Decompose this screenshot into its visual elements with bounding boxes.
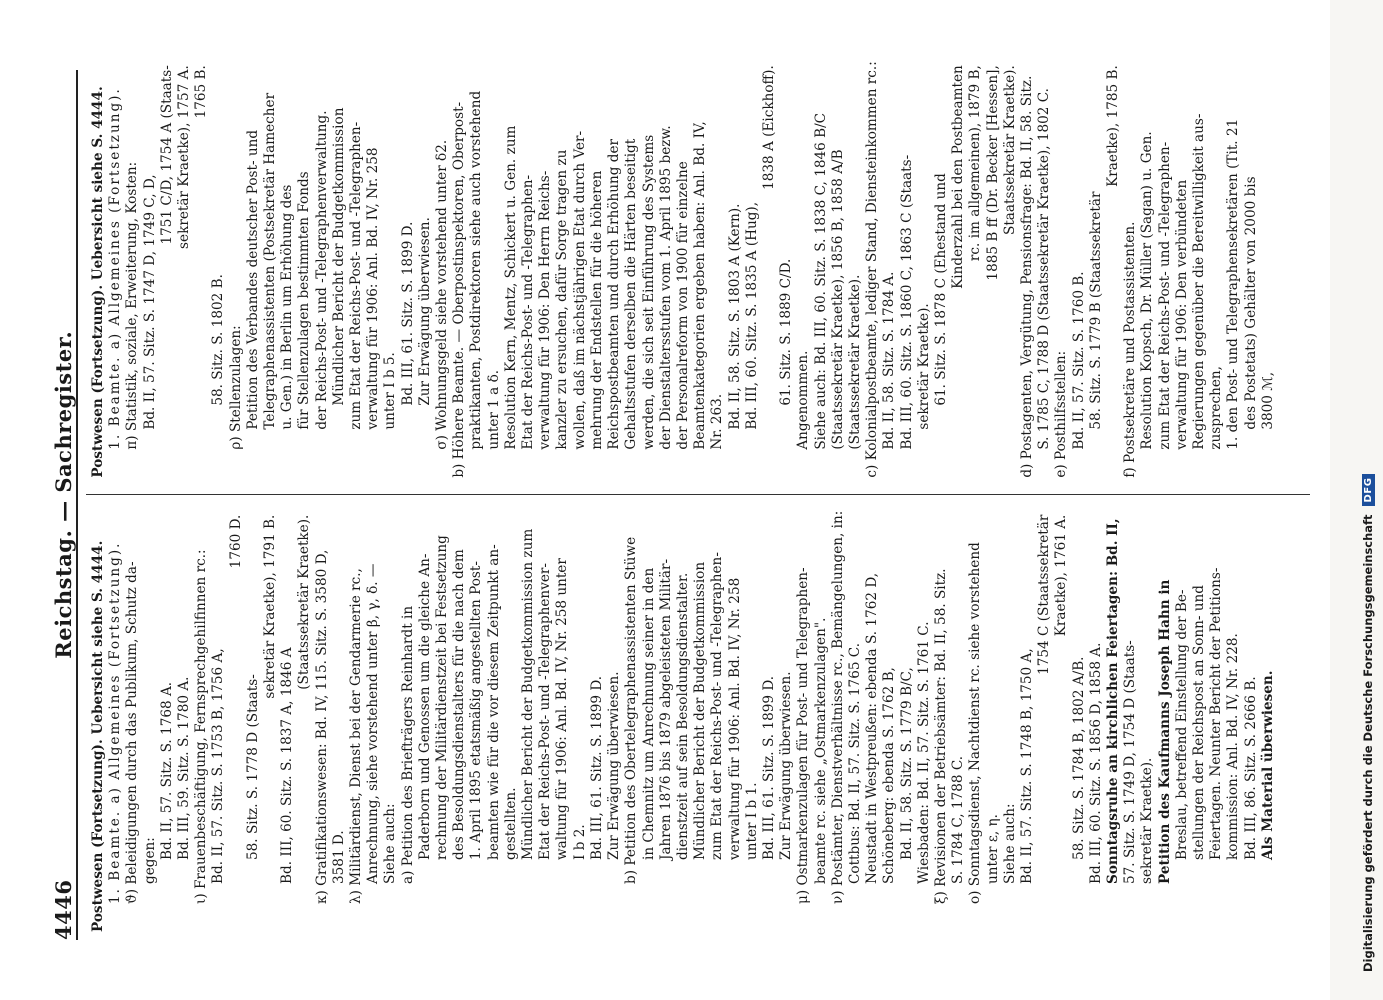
register-line: Bd. II, 58. Sitz. S. 1803 A (Kern). bbox=[726, 203, 743, 430]
register-line: gegen: bbox=[141, 837, 158, 884]
register-line: 1885 B ff (Dr. Becker [Hessen], bbox=[984, 65, 1001, 281]
register-line: Postwesen (Fortsetzung). Uebersicht siehe S. 4444. bbox=[90, 540, 106, 932]
register-line: 58. Sitz. S. 1779 B (Staatssekretär bbox=[1087, 191, 1104, 430]
register-line: 58. Sitz. S. 1778 D (Staats- bbox=[244, 674, 261, 860]
register-line: Sonntagsruhe an kirchlichen Feiertagen: Bd. II, bbox=[1104, 518, 1121, 884]
register-line: Kraetke), 1761 A. bbox=[1053, 514, 1070, 637]
register-line: 1. Beamte. a) Allgemeines (Fortsetzung). bbox=[107, 541, 124, 904]
register-line: wollen, daß im nächstjährigen Etat durch Ver- bbox=[571, 130, 588, 450]
register-line: f) Postsekretäre und Postassistenten. bbox=[1122, 221, 1139, 478]
register-line: 1. den Post- und Telegraphensekretären (Tit. 21 bbox=[1225, 118, 1242, 450]
register-line: κ) Gratifikationswesen: Bd. IV, 115. Sitz. S. 3580 D, bbox=[313, 549, 330, 904]
page-header bbox=[40, 70, 78, 940]
register-line: Wiesbaden: Bd. II, 57. Sitz. S. 1761 C. bbox=[915, 621, 932, 884]
register-line: Bd. III, 61. Sitz. S. 1899 D. bbox=[399, 221, 416, 406]
register-line: Bd. III, 60. Sitz. S. 1837 A, 1846 A bbox=[279, 647, 296, 884]
register-line: Bd. II, 57. Sitz. S. 1747 D, 1749 C, D, bbox=[141, 174, 158, 430]
register-line: 1765 B. bbox=[193, 65, 210, 119]
register-line: in Chemnitz um Anrechnung seiner in den bbox=[640, 567, 657, 860]
register-line: verwaltung für 1906: Anl. Bd. IV, Nr. 258 bbox=[726, 577, 743, 860]
register-line: mehrung der Endstellen für die höheren bbox=[588, 170, 605, 450]
left-column bbox=[86, 495, 1310, 940]
register-line: der Reichs-Post- und -Telegraphenverwaltung. bbox=[313, 110, 330, 430]
register-line: zum Etat der Reichs-Post- und -Telegraphen- bbox=[709, 552, 726, 860]
register-line: 61. Sitz. S. 1878 C (Ehestand und bbox=[932, 173, 949, 406]
register-line: unter I b 5. bbox=[382, 352, 399, 430]
register-line: 1751 C/D, 1754 A (Staats- bbox=[158, 65, 175, 245]
register-line: ο) Sonntagsdienst, Nachtdienst rc. siehe vorstehend bbox=[967, 542, 984, 904]
register-line: verwaltung für 1906: Den Herrn Reichs- bbox=[537, 170, 554, 450]
register-line: gestellten. bbox=[502, 787, 519, 860]
register-line: beamten wie für die vor diesem Zeitpunkt an- bbox=[485, 544, 502, 860]
register-line: 1754 C (Staatssekretär bbox=[1036, 514, 1053, 675]
register-line: sekretär Kraetke). bbox=[1139, 757, 1156, 884]
register-line: Kraetke), 1785 B. bbox=[1104, 65, 1121, 187]
register-line: 58. Sitz. S. 1784 B, 1802 A/B. bbox=[1070, 656, 1087, 860]
digitization-stamp bbox=[1354, 6, 1380, 986]
register-line: ν) Postämter, Dienstverhältnisse rc., Bemängelungen, in: bbox=[829, 510, 846, 904]
register-line: verwaltung für 1906: Den verbündeten bbox=[1173, 179, 1190, 450]
register-line: Cottbus: Bd. II, 57. Sitz. S. 1765 C. bbox=[846, 642, 863, 884]
stamp-text: Digitalisierung gefördert durch die Deutsche Forschungsgemeinschaft bbox=[1361, 514, 1375, 972]
dfg-logo: DFG bbox=[1362, 474, 1375, 507]
register-line: 61. Sitz. S. 1889 C/D. bbox=[778, 258, 795, 406]
register-line: Telegraphenassistenten (Postsekretär Hamecher bbox=[262, 92, 279, 430]
register-line: rc. im allgemeinen), 1879 B, bbox=[967, 65, 984, 262]
register-line: Zur Erwägung überwiesen. bbox=[416, 217, 433, 406]
register-line: 1838 A (Eickhoff). bbox=[760, 65, 777, 190]
register-line: Neustadt in Westpreußen: ebenda S. 1762 D, bbox=[864, 572, 881, 884]
register-line: Mündlicher Bericht der Budgetkommission bbox=[692, 561, 709, 860]
register-line: Als Material überwiesen. bbox=[1259, 670, 1276, 860]
register-line: 3581 D. bbox=[330, 830, 347, 884]
register-line: Bd. III, 60. Sitz. S. 1856 D, 1858 A. bbox=[1087, 642, 1104, 884]
register-line: (Staatssekretär Kraetke), 1856 B, 1858 A/B bbox=[829, 149, 846, 450]
register-line: Bd. III, 60. Sitz. S. 1860 C, 1863 C (Staats- bbox=[898, 154, 915, 450]
register-line: u. Gen.) in Berlin um Erhöhung des bbox=[279, 184, 296, 430]
register-line: σ) Wohnungsgeld siehe vorstehend unter δ2. bbox=[434, 139, 451, 450]
register-line: Anrechnung, siehe vorstehend unter β, γ, δ. — bbox=[365, 563, 382, 884]
register-line: Nr. 263. bbox=[709, 393, 726, 450]
register-line: S. 1785 C, 1788 D (Staatssekretär Kraetke), 1802 C. bbox=[1036, 88, 1053, 450]
register-line: Bd. III, 59. Sitz. S. 1780 A. bbox=[176, 676, 193, 860]
register-line: Bd. II, 57. Sitz. S. 1753 B, 1756 A, bbox=[210, 648, 227, 884]
register-line: μ) Ostmarkenzulagen für Post- und Telegraphen- bbox=[795, 567, 812, 904]
register-line: sekretär Kraetke). bbox=[915, 303, 932, 430]
register-line: ι) Frauenbeschäftigung, Fernsprechgehilfinnen rc.: bbox=[193, 549, 210, 904]
register-line: des Postetats) Gehälter von 2000 bis bbox=[1242, 176, 1259, 430]
register-line: Angenommen. bbox=[795, 350, 812, 450]
register-line: Beamtenkategorien ergeben haben: Anl. Bd. IV, bbox=[692, 121, 709, 450]
page-title: Reichstag. — Sachregister. bbox=[51, 330, 76, 659]
register-line: Paderborn und Genossen um die gleiche An- bbox=[416, 553, 433, 860]
right-column bbox=[86, 45, 1310, 494]
register-line: Kinderzahl bei den Postbeamten bbox=[950, 65, 967, 289]
register-line: Bd. II, 57. Sitz. S. 1768 A. bbox=[158, 681, 175, 860]
register-line: I b 2. bbox=[571, 824, 588, 860]
register-line: zum Etat der Reichs-Post- und -Telegraphen- bbox=[1156, 141, 1173, 450]
register-line: Resolution Kopsch, Dr. Müller (Sagan) u. Gen. bbox=[1139, 131, 1156, 450]
register-line: Bd. II, 58. Sitz. S. 1779 B/C, bbox=[898, 667, 915, 860]
register-line: Etat der Reichs-Post- und -Telegraphen- bbox=[520, 174, 537, 450]
register-line: stellungen der Reichspost an Sonn- und bbox=[1191, 584, 1207, 860]
register-line: Bd. III, 86. Sitz. S. 2666 B. bbox=[1242, 676, 1259, 860]
register-line: (Staatssekretär Kraetke). bbox=[846, 274, 863, 450]
register-line: verwaltung für 1906: Anl. Bd. IV, Nr. 258 bbox=[365, 147, 382, 430]
register-line: λ) Militärdienst, Dienst bei der Gendarmerie rc., bbox=[348, 568, 365, 904]
register-line: Zur Erwägung überwiesen. bbox=[778, 671, 795, 860]
register-line: Mündlicher Bericht der Budgetkommission zum bbox=[520, 528, 537, 860]
register-line: Petition des Kaufmanns Joseph Hahn in bbox=[1156, 579, 1173, 884]
register-line: sekretär Kraetke), 1757 A. bbox=[176, 65, 193, 249]
register-line: zusprechen, bbox=[1208, 366, 1225, 450]
register-line: unter 1 a δ. bbox=[485, 369, 502, 450]
register-line: ϑ) Beleidigungen durch das Publikum, Schutz da- bbox=[124, 561, 141, 904]
two-column-body bbox=[86, 61, 1310, 940]
register-line: werden, die sich seit Einführung des Systems bbox=[640, 134, 657, 450]
register-line: ξ) Revisionen der Betriebsämter: Bd. II, 58. Sitz. bbox=[932, 568, 949, 904]
register-line: sekretär Kraetke), 1791 B. bbox=[262, 514, 279, 699]
register-line: ρ) Stellenzulagen: bbox=[227, 325, 244, 450]
register-line: kanzler zu ersuchen, dafür Sorge tragen zu bbox=[554, 149, 571, 450]
register-line: Staatssekretär Kraetke). bbox=[1001, 65, 1018, 235]
register-line: der Dienstaltersstufen vom 1. April 1895 bezw. bbox=[657, 125, 674, 450]
register-line: Bd. III, 61. Sitz. S. 1899 D. bbox=[760, 675, 777, 860]
register-line: Bd. III, 61. Sitz. S. 1899 D. bbox=[588, 675, 605, 860]
register-line: kommission: Anl. Bd. IV, Nr. 228. bbox=[1225, 633, 1242, 860]
register-line: Siehe auch: bbox=[382, 803, 399, 884]
register-line: Bd. III, 60. Sitz. S. 1835 A (Hug), bbox=[743, 201, 760, 430]
register-line: S. 1784 C, 1788 C. bbox=[950, 755, 967, 884]
register-line: 3800 ℳ, bbox=[1259, 371, 1276, 430]
register-line: 1760 D. bbox=[227, 514, 244, 569]
register-line: Schöneberg: ebenda S. 1762 B, bbox=[881, 667, 898, 884]
register-line: 57. Sitz. S. 1749 D, 1754 D (Staats- bbox=[1122, 640, 1139, 884]
register-line: c) Kolonialpostbeamte, lediger Stand, Diensteinkommen rc.: bbox=[864, 61, 881, 478]
register-line: e) Posthilfsstellen: bbox=[1053, 350, 1070, 478]
register-line: unter I b 1. bbox=[743, 782, 760, 860]
register-line: praktikanten, Postdirektoren siehe auch vorstehend bbox=[468, 90, 485, 450]
register-line: dienstzeit auf sein Besoldungsdienstalter. bbox=[674, 572, 691, 860]
register-line: der Personalreform von 1900 für einzelne bbox=[674, 161, 691, 450]
register-line: Jahren 1876 bis 1879 abgeleisteten Militär- bbox=[657, 558, 674, 860]
register-line: Bd. II, 58. Sitz. S. 1784 A. bbox=[881, 271, 898, 450]
register-line: Regierungen gegenüber die Bereitwilligkeit aus- bbox=[1191, 113, 1207, 450]
register-line: zum Etat der Reichs-Post- und -Telegraphen- bbox=[348, 121, 365, 430]
register-line: Petition des Verbandes deutscher Post- und bbox=[244, 129, 261, 430]
register-line: b) Höhere Beamte. — Oberpostinspektoren, Oberpost- bbox=[451, 101, 468, 478]
register-line: Mündlicher Bericht der Budgetkommission bbox=[330, 107, 347, 406]
register-line: Bd. II, 57. Sitz. S. 1760 B. bbox=[1070, 271, 1087, 450]
register-line: b) Petition des Obertelegraphenassistenten Stüwe bbox=[623, 536, 640, 884]
register-line: Siehe auch: bbox=[1001, 803, 1018, 884]
register-line: Gehaltsstufen derselben die Härten beseitigt bbox=[623, 138, 640, 450]
register-line: Zur Erwägung überwiesen. bbox=[606, 671, 623, 860]
register-line: 58. Sitz. S. 1802 B. bbox=[210, 274, 227, 406]
register-line: für Stellenzulagen bestimmten Fonds bbox=[296, 171, 313, 430]
register-line: 1. Beamte. a) Allgemeines (Fortsetzung). bbox=[107, 87, 124, 450]
register-line: unter ε, η. bbox=[984, 814, 1001, 884]
register-line: Siehe auch: Bd. III, 60. Sitz. S. 1838 C, 1846 B/C bbox=[812, 112, 829, 450]
register-line: des Besoldungsdienstalters für die nach dem bbox=[451, 549, 468, 860]
register-line: Etat der Reichs-Post- und -Telegraphenver- bbox=[537, 562, 554, 860]
register-line: π) Statistik, soziale, Erweiterung, Kosten: bbox=[124, 161, 141, 450]
register-line: waltung für 1906: Anl. Bd. IV, Nr. 258 unter bbox=[554, 558, 571, 860]
register-line: d) Postagenten, Vergütung, Pensionsfrage: Bd. II, 58. Sitz. bbox=[1018, 75, 1035, 478]
register-line: beamte rc. siehe „Ostmarkenzulagen". bbox=[812, 617, 829, 884]
register-line: Feiertagen. Neunter Bericht der Petitions- bbox=[1208, 567, 1225, 860]
register-line: Breslau, betreffend Einstellung der Be- bbox=[1173, 589, 1190, 860]
register-line: (Staatssekretär Kraetke). bbox=[296, 514, 313, 690]
page-number: 4446 bbox=[51, 879, 76, 940]
register-line: Resolution Kern, Mentz, Schickert u. Gen. zum bbox=[502, 125, 519, 450]
register-line: 1. April 1895 etatsmäßig angestellten Post- bbox=[468, 561, 485, 860]
register-line: a) Petition des Briefträgers Reinhardt in bbox=[399, 605, 416, 884]
register-line: Postwesen (Fortsetzung). Uebersicht siehe S. 4444. bbox=[90, 86, 106, 478]
register-line: rechnung der Militärdienstzeit bei Festsetzung bbox=[434, 535, 451, 860]
register-line: Reichspostbeamten und durch Erhöhung der bbox=[606, 138, 623, 450]
register-line: Bd. II, 57. Sitz. S. 1748 B, 1750 A, bbox=[1018, 648, 1035, 884]
